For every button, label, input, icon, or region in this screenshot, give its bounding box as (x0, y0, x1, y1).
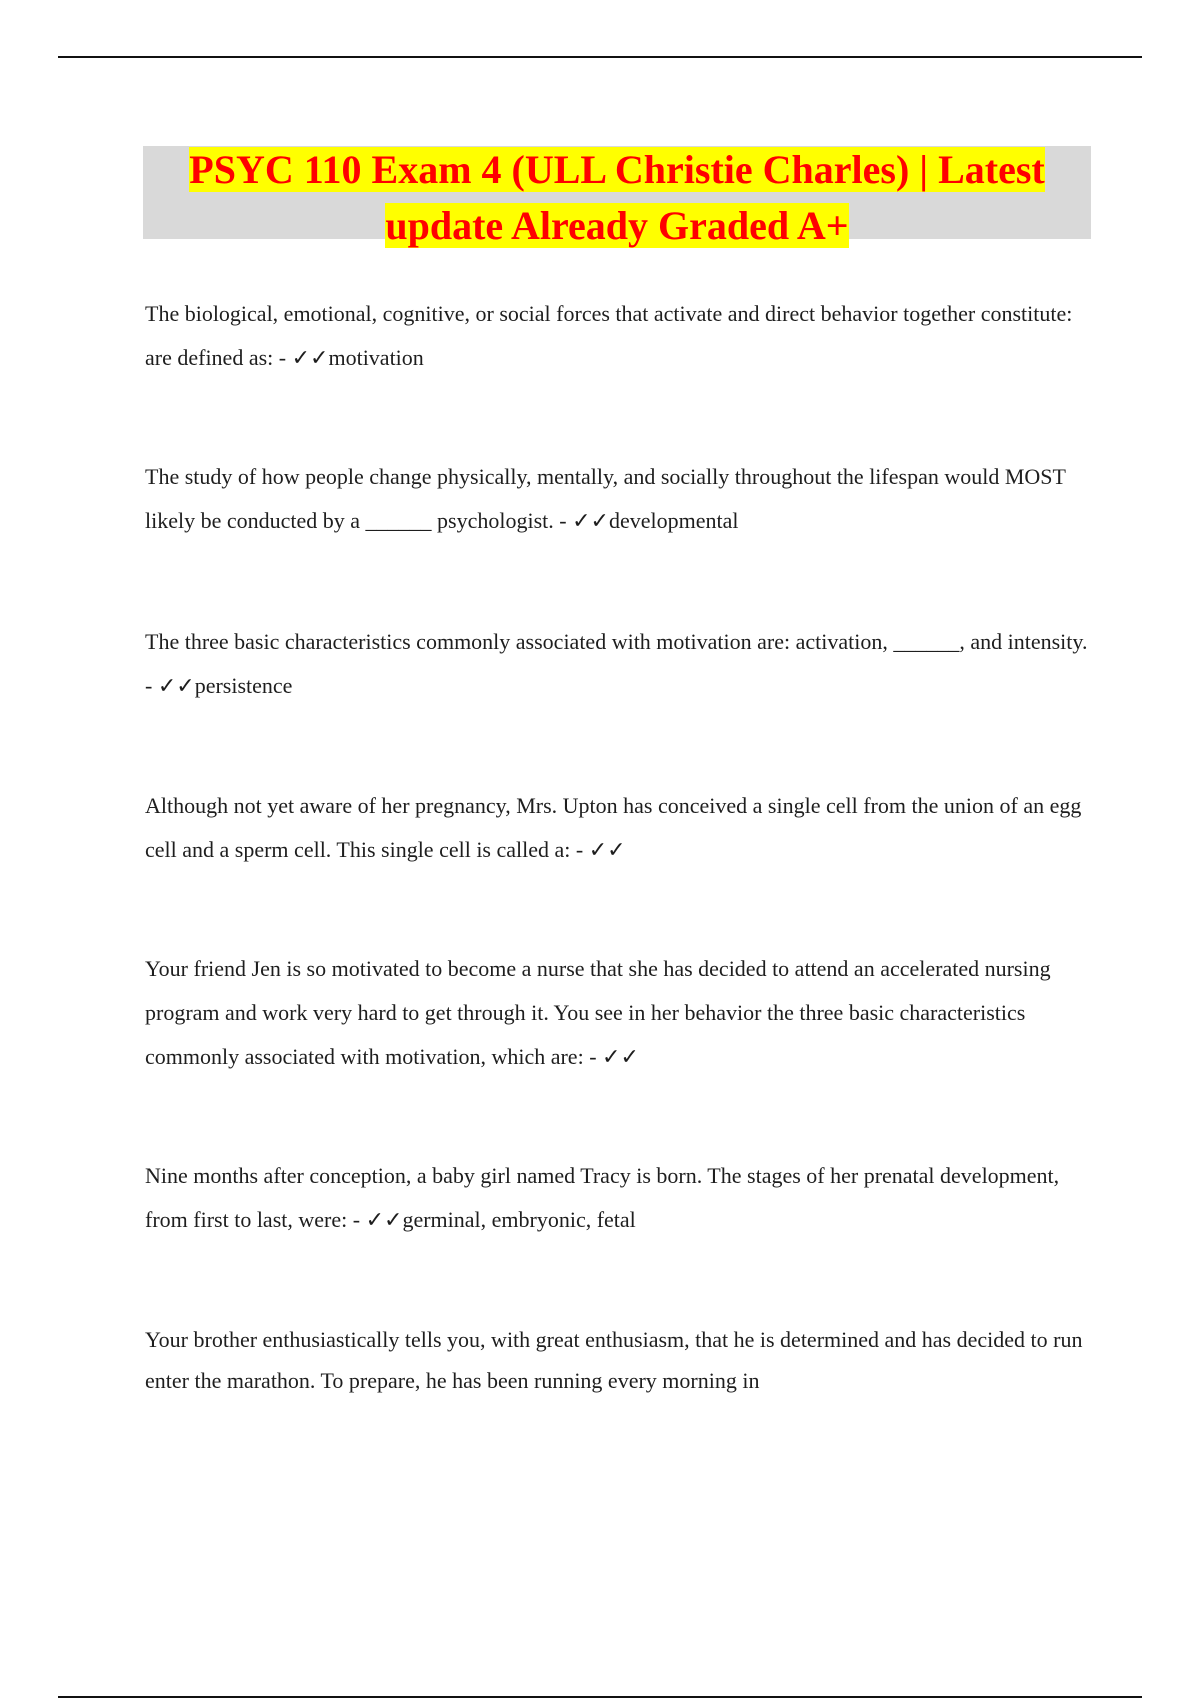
double-check-icon: ✓✓ (291, 346, 329, 371)
answer-text: persistence (194, 673, 293, 698)
question-text: Nine months after conception, a baby girl named Tracy is born. The stages of her prenatal development, from first to last, were: (145, 1163, 1060, 1232)
question-text: Your brother enthusiastically tells you, with great enthusiasm, that he is determined and has decided to run enter the marathon. To prepare, he has been running every morning in (145, 1327, 1083, 1393)
double-check-icon: ✓✓ (157, 674, 195, 699)
title-line-2: update Already Graded A+ (385, 203, 849, 248)
separator: - (583, 1044, 603, 1069)
separator: - (347, 1207, 366, 1232)
answer-text: germinal, embryonic, fetal (402, 1207, 636, 1232)
qa-item (145, 1319, 1095, 1402)
double-check-icon: ✓✓ (602, 1045, 639, 1070)
question-text: Although not yet aware of her pregnancy, Mrs. Upton has conceived a single cell from the union of an egg cell and a sperm cell. This single cell is called a: (145, 793, 1082, 862)
question-text: The biological, emotional, cognitive, or social forces that activate and direct behavior together constitute: are defined as: (145, 301, 1073, 370)
top-rule (58, 56, 1142, 58)
qa-item (145, 784, 1095, 873)
question-text: The study of how people change physically, mentally, and socially throughout the lifespan would MOST likely be conducted by a ______ psychologist. (145, 464, 1066, 533)
answer-text: motivation (328, 345, 424, 370)
qa-item (145, 455, 1095, 544)
document-title (143, 146, 1091, 248)
separator: - (145, 673, 158, 698)
qa-item (145, 1154, 1095, 1243)
qa-item (145, 292, 1095, 381)
title-line-1: PSYC 110 Exam 4 (ULL Christie Charles) | Latest (189, 147, 1045, 192)
answer-text: developmental (608, 508, 739, 533)
double-check-icon: ✓✓ (572, 509, 609, 534)
separator: - (273, 345, 292, 370)
double-check-icon: ✓✓ (588, 838, 626, 863)
qa-item (145, 947, 1095, 1080)
question-text: The three basic characteristics commonly associated with motivation are: activation, ______, and intensity. (145, 629, 1088, 654)
separator: - (570, 837, 589, 862)
bottom-rule (58, 1696, 1142, 1698)
question-text: Your friend Jen is so motivated to become a nurse that she has decided to attend an accelerated nursing program and work very hard to get through it. You see in her behavior the three basic characteristics commonly associated with motivation, which are: (145, 956, 1051, 1069)
separator: - (553, 508, 573, 533)
qa-item (145, 620, 1095, 709)
double-check-icon: ✓✓ (365, 1208, 403, 1233)
